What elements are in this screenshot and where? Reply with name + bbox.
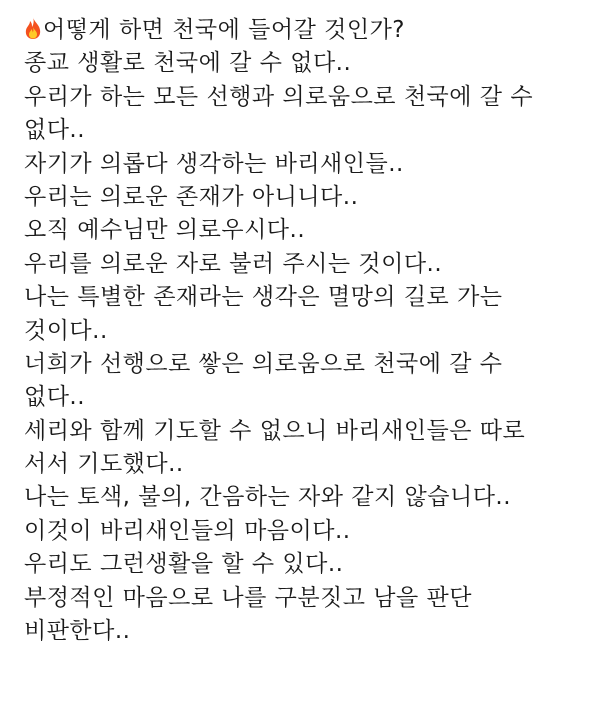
fire-icon: [24, 16, 42, 40]
note-line: 나는 토색, 불의, 간음하는 자와 같지 않습니다..: [24, 484, 512, 511]
note-line: 너희가 선행으로 쌓은 의로움으로 천국에 갈 수: [24, 350, 503, 377]
note-line: 종교 생활로 천국에 갈 수 없다..: [24, 50, 352, 77]
note-line: 나는 특별한 존재라는 생각은 멸망의 길로 가는: [24, 284, 503, 311]
note-line: 없다..: [24, 384, 86, 411]
note-line: 우리가 하는 모든 선행과 의로움으로 천국에 갈 수: [24, 83, 534, 110]
note-line: 부정적인 마음으로 나를 구분짓고 남을 판단: [24, 584, 472, 611]
note-title: 어떻게 하면 천국에 들어갈 것인가?: [43, 17, 406, 43]
note-line: 세리와 함께 기도할 수 없으니 바리새인들은 따로: [24, 417, 526, 444]
note-line: 이것이 바리새인들의 마음이다..: [24, 517, 351, 544]
note-line: 서서 기도했다..: [24, 451, 184, 478]
note-line: 자기가 의롭다 생각하는 바리새인들..: [24, 150, 404, 177]
note-line: 없다..: [24, 117, 86, 144]
note-line: 우리는 의로운 존재가 아니니다..: [24, 183, 359, 210]
note-body: [24, 14, 594, 648]
note-title-line: [24, 14, 594, 47]
note-line: 것이다..: [24, 317, 108, 344]
note-line: 비판한다..: [24, 618, 131, 645]
note-line: 우리를 의로운 자로 불러 주시는 것이다..: [24, 250, 443, 277]
note-line: 우리도 그런생활을 할 수 있다..: [24, 551, 344, 578]
note-line: 오직 예수님만 의로우시다..: [24, 217, 306, 244]
